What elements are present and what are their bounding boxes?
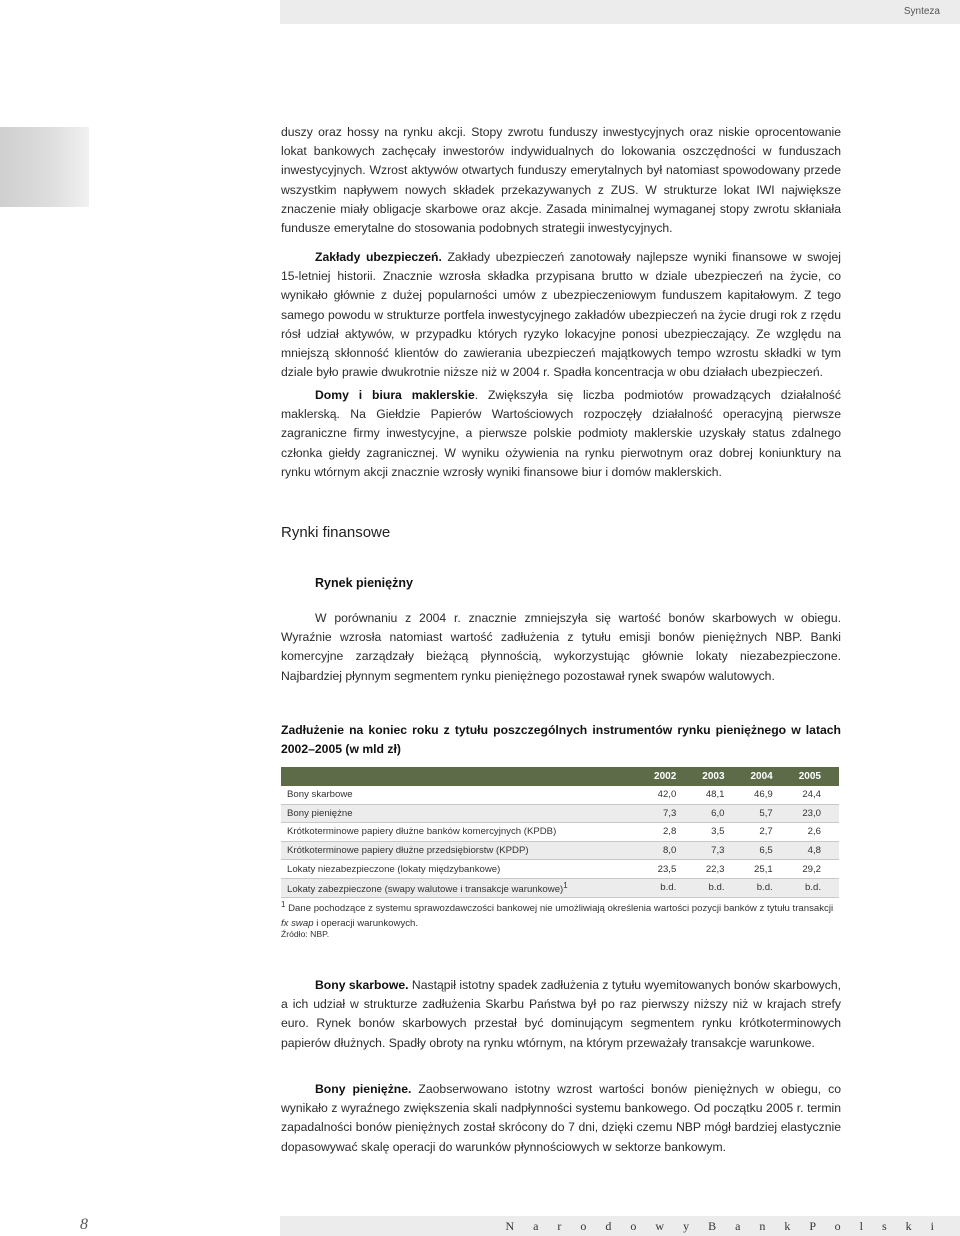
row-label [281, 878, 646, 897]
table-source: Źródło: NBP. [281, 929, 330, 939]
text-insurance: Zakłady ubezpieczeń zanotowały najlepsze wyniki finansowe w swojej 15-letniej historii. Znacznie wzrosła składka przypisana brutto w dziale ubezpieczeń na życie, co wynikało głównie z dużej popularności umów z ubezpieczeniowym funduszem kapitałowym. Z tego samego powodu w strukturze portfela inwestycyjnego zakładów ubezpieczeń na życie drugi rok z rzędu rósł udział aktywów, w przypadku których ryzyko lokacyjne ponosi ubezpieczający. Ze względu na mniejszą skłonność klientów do zawierania ubezpieczeń majątkowych tempo wzrostu składki w tym dziale było prawie dwukrotnie niższe niż w 2004 r. Spadła koncentracja w obu działach ubezpieczeń. [281, 250, 841, 380]
side-decoration [0, 127, 95, 207]
cell-value: 23,0 [791, 804, 839, 823]
footnote-text-b: i operacji warunkowych. [313, 917, 419, 929]
cell-value: 2,6 [791, 823, 839, 842]
row-label: Lokaty niezabezpieczone (lokaty międzybankowe) [281, 860, 646, 879]
text-treasury-bills: Nastąpił istotny spadek zadłużenia z tytułu wyemitowanych bonów skarbowych, a ich udział w strukturze zadłużenia Skarbu Państwa był po raz pierwszy niższy niż w krajach strefy euro. Rynek bonów skarbowych przestał być dominującym segmentem rynku krótkoterminowych papierów dłużnych. Spadły obroty na rynku wtórnym, na którym przeważały transakcje warunkowe. [281, 978, 841, 1050]
table-header-year: 2004 [743, 767, 791, 786]
paragraph-investment-funds: duszy oraz hossy na rynku akcji. Stopy zwrotu funduszy inwestycyjnych oraz niskie oprocentowanie lokat bankowych zachęcały inwestorów indywidualnych do lokowania oszczędności w funduszach inwestycyjnych. Wzrost aktywów otwartych funduszy emerytalnych był natomiast spowodowany przede wszystkim napływem nowych składek przekazywanych z ZUS. W strukturze lokat IWI największe znaczenie miały obligacje skarbowe oraz akcje. Zasada minimalnej wymaganej stopy zwrotu skłaniała fundusze emerytalne do stosowania podobnych strategii inwestycyjnych. [281, 125, 841, 236]
cell-value: 22,3 [694, 860, 742, 879]
cell-value: 7,3 [646, 804, 694, 823]
row-label: Bony pieniężne [281, 804, 646, 823]
cell-value: 3,5 [694, 823, 742, 842]
paragraph-brokerage [281, 386, 841, 482]
footnote-mark: 1 [281, 900, 286, 909]
cell-value: b.d. [646, 878, 694, 897]
paragraph-money-market: W porównaniu z 2004 r. znacznie zmniejszyła się wartość bonów skarbowych w obiegu. Wyraźnie wzrosła natomiast wartość zadłużenia z tytułu emisji bonów pieniężnych NBP. Banki komercyjne zarządzały bieżącą płynnością, wykorzystując głównie lokaty niezabezpieczone. Najbardziej płynnym segmentem rynku pieniężnego pozostawał rynek swapów walutowych. [281, 611, 841, 683]
table-row [281, 823, 839, 842]
paragraph-treasury-bills [281, 976, 841, 1053]
footer-band [280, 1216, 960, 1236]
row-label: Bony skarbowe [281, 786, 646, 804]
table-row [281, 841, 839, 860]
table-title: Zadłużenie na koniec roku z tytułu poszczególnych instrumentów rynku pieniężnego w latach 2002–2005 (w mld zł) [281, 723, 841, 756]
footer-brand: N a r o d o w y B a n k P o l s k i [505, 1219, 942, 1233]
cell-value: 6,5 [743, 841, 791, 860]
table-footnote [281, 898, 841, 931]
paragraph-money-bills [281, 1080, 841, 1157]
cell-value: 24,4 [791, 786, 839, 804]
page-number: 8 [80, 1216, 88, 1233]
row-label: Krótkoterminowe papiery dłużne banków komercyjnych (KPDB) [281, 823, 646, 842]
section-title: Rynki finansowe [281, 524, 391, 541]
cell-value: 29,2 [791, 860, 839, 879]
cell-value: 5,7 [743, 804, 791, 823]
cell-value: 23,5 [646, 860, 694, 879]
debt-table [281, 767, 839, 898]
row-label: Krótkoterminowe papiery dłużne przedsiębiorstw (KPDP) [281, 841, 646, 860]
footnote-text-a: Dane pochodzące z systemu sprawozdawczości bankowej nie umożliwiają określenia wartości pozycji banków z tytułu transakcji [285, 903, 834, 915]
table-row [281, 860, 839, 879]
running-header: Synteza [903, 6, 940, 17]
cell-value: 2,8 [646, 823, 694, 842]
table-header-row [281, 767, 839, 786]
cell-value: b.d. [791, 878, 839, 897]
cell-value: b.d. [743, 878, 791, 897]
table-row [281, 804, 839, 823]
cell-value: 4,8 [791, 841, 839, 860]
footnote-italic: fx swap [281, 917, 314, 929]
lead-brokerage: Domy i biura maklerskie [315, 388, 475, 402]
footnote-ref: 1 [563, 880, 568, 890]
text-brokerage: . Zwiększyła się liczba podmiotów prowadzących działalność maklerską. Na Giełdzie Papierów Wartościowych rozpoczęły działalność operacyjną pierwsze zagraniczne firmy inwestycyjne, a pierwsze polskie podmioty maklerskie uzyskały status zdalnego członka giełdy zagranicznej. W wyniku ożywienia na rynku pierwotnym oraz dobrej koniunktury na rynku wtórnym akcji znacznie wzrosły wyniki finansowe biur i domów maklerskich. [281, 388, 841, 479]
cell-value: 6,0 [694, 804, 742, 823]
text-money-bills: Zaobserwowano istotny wzrost wartości bonów pieniężnych w obiegu, co wynikało z wyraźnego zwiększenia skali nadpłynności systemu bankowego. Od początku 2005 r. termin zapadalności bonów pieniężnych został skrócony do 7 dni, dzięki czemu NBP mógł bardziej elastycznie dopasowywać skalę operacji do warunków płynnościowych w sektorze bankowym. [281, 1082, 841, 1154]
lead-treasury-bills: Bony skarbowe. [315, 978, 409, 992]
row-label-text: Lokaty zabezpieczone (swapy walutowe i transakcje warunkowe) [287, 883, 564, 895]
table-row [281, 878, 839, 897]
lead-insurance: Zakłady ubezpieczeń. [315, 250, 442, 264]
cell-value: 42,0 [646, 786, 694, 804]
table-header-year: 2002 [646, 767, 694, 786]
paragraph-insurance [281, 248, 841, 382]
cell-value: 48,1 [694, 786, 742, 804]
table-row [281, 786, 839, 804]
table-header-blank [281, 767, 646, 786]
cell-value: b.d. [694, 878, 742, 897]
cell-value: 7,3 [694, 841, 742, 860]
cell-value: 46,9 [743, 786, 791, 804]
cell-value: 8,0 [646, 841, 694, 860]
lead-money-bills: Bony pieniężne. [315, 1082, 412, 1096]
table-header-year: 2005 [791, 767, 839, 786]
cell-value: 25,1 [743, 860, 791, 879]
header-bar [280, 0, 960, 24]
subsection-title: Rynek pieniężny [315, 576, 413, 590]
table-header-year: 2003 [694, 767, 742, 786]
cell-value: 2,7 [743, 823, 791, 842]
